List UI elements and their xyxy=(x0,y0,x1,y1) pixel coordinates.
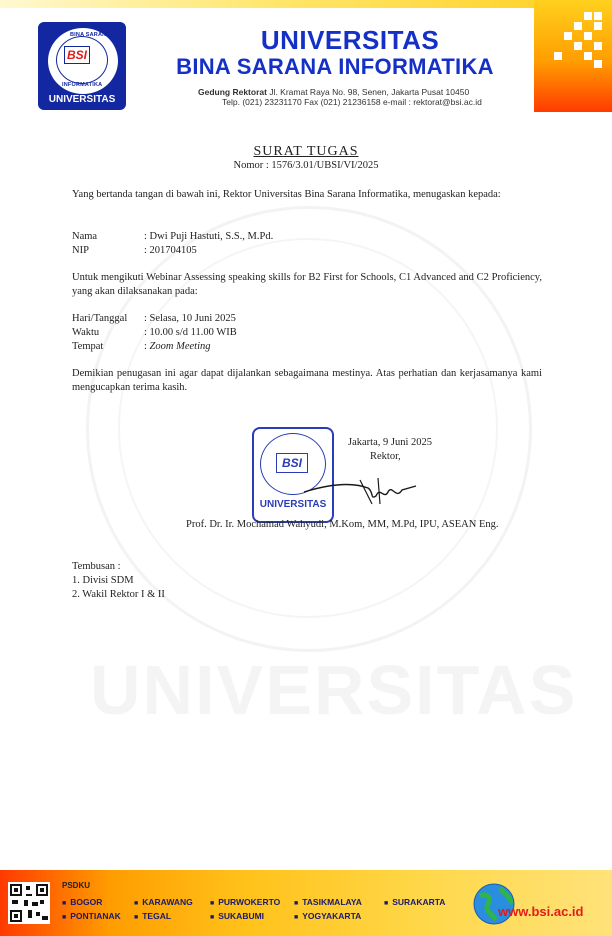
watermark-text: UNIVERSITAS xyxy=(90,651,578,729)
cc-title: Tembusan : xyxy=(72,561,121,572)
address-line xyxy=(198,87,469,97)
city-tasikmalaya: ■ TASIKMALAYA xyxy=(294,897,362,907)
city-surakarta: ■ SURAKARTA xyxy=(384,897,445,907)
schedule-value: : 10.00 s/d 11.00 WIB xyxy=(144,327,237,338)
field-value: : 201704105 xyxy=(144,245,197,256)
website-link[interactable]: www.bsi.ac.id xyxy=(498,904,584,919)
logo-arc-bottom: INFORMATIKA xyxy=(62,82,103,88)
schedule-date xyxy=(72,312,236,326)
letter-title: SURAT TUGAS xyxy=(253,144,359,159)
schedule-label: Hari/Tanggal xyxy=(72,313,128,324)
signature-role: Rektor, xyxy=(370,451,401,462)
cc-item: 1. Divisi SDM xyxy=(72,575,134,586)
signatory-name: Prof. Dr. Ir. Mochamad Wahyudi, M.Kom, MM, M.Pd, IPU, ASEAN Eng. xyxy=(186,519,499,530)
address-street: Jl. Kramat Raya No. 98, Senen, Jakarta Pusat 10450 xyxy=(266,87,470,97)
schedule-label: Waktu xyxy=(72,327,100,338)
field-nip xyxy=(72,244,197,258)
closing-paragraph: Demikian penugasan ini agar dapat dijalankan sebagaimana mestinya. Atas perhatian dan kerjasamanya kami mengucapkan terima kasih. xyxy=(72,368,542,393)
logo-arc-top: BINA SARANA xyxy=(70,32,111,38)
stamp-caption: UNIVERSITAS xyxy=(259,499,327,510)
university-logo xyxy=(38,22,126,110)
logo-emblem xyxy=(48,28,118,94)
city-karawang: ■ KARAWANG xyxy=(134,897,193,907)
field-label: Nama xyxy=(72,231,98,242)
intro-paragraph: Yang bertanda tangan di bawah ini, Rektor Universitas Bina Sarana Informatika, menugaskan kepada: xyxy=(72,189,501,200)
schedule-value: Zoom Meeting xyxy=(149,341,211,352)
logo-caption: UNIVERSITAS xyxy=(48,94,116,105)
schedule-value-prefix: : xyxy=(144,341,150,352)
schedule-time xyxy=(72,326,237,340)
city-tegal: ■ TEGAL xyxy=(134,911,171,921)
handwritten-signature xyxy=(300,470,420,510)
qr-code-icon xyxy=(8,882,50,924)
city-purwokerto: ■ PURWOKERTO xyxy=(210,897,280,907)
field-name xyxy=(72,230,273,244)
field-label: NIP xyxy=(72,245,89,256)
header-corner-decoration xyxy=(534,0,612,112)
field-value: : Dwi Puji Hastuti, S.S., M.Pd. xyxy=(144,231,274,242)
city-yogyakarta: ■ YOGYAKARTA xyxy=(294,911,361,921)
university-title-line2: BINA SARANA INFORMATIKA xyxy=(176,54,494,79)
cc-item: 2. Wakil Rektor I & II xyxy=(72,589,165,600)
logo-initials: BSI xyxy=(64,46,90,64)
letter-number: Nomor : 1576/3.01/UBSI/VI/2025 xyxy=(233,160,379,171)
city-bogor: ■ BOGOR xyxy=(62,897,102,907)
city-sukabumi: ■ SUKABUMI xyxy=(210,911,264,921)
header-bar xyxy=(0,0,612,8)
schedule-label: Tempat xyxy=(72,341,104,352)
university-title-line1: UNIVERSITAS xyxy=(260,25,440,55)
signature-place-date: Jakarta, 9 Juni 2025 xyxy=(348,437,432,448)
contact-line: Telp. (021) 23231170 Fax (021) 21236158 e-mail : rektorat@bsi.ac.id xyxy=(222,97,482,107)
stamp-initials: BSI xyxy=(276,453,308,473)
purpose-paragraph: Untuk mengikuti Webinar Assessing speaking skills for B2 First for Schools, C1 Advanced and C2 Proficiency, yang akan dilaksanakan pada: xyxy=(72,272,542,297)
address-building: Gedung Rektorat xyxy=(198,87,267,97)
city-pontianak: ■ PONTIANAK xyxy=(62,911,121,921)
schedule-value: : Selasa, 10 Juni 2025 xyxy=(144,313,236,324)
psdku-label: PSDKU xyxy=(62,881,91,890)
schedule-place xyxy=(72,340,211,354)
